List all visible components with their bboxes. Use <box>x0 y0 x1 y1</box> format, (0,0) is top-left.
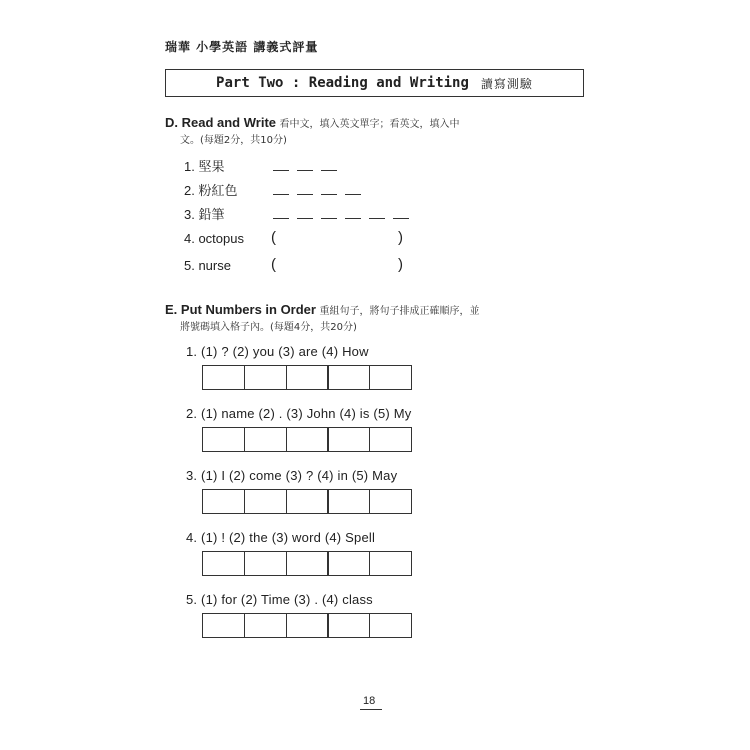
answer-box[interactable] <box>327 489 370 514</box>
letter-blank[interactable] <box>321 160 337 171</box>
section-d-item-2: 2. 粉紅色 <box>184 183 238 198</box>
answer-box[interactable] <box>369 551 412 576</box>
answer-box[interactable] <box>327 551 370 576</box>
answer-box[interactable] <box>286 613 329 638</box>
answer-box[interactable] <box>244 427 287 452</box>
letter-blank[interactable] <box>393 208 409 219</box>
answer-box[interactable] <box>327 427 370 452</box>
answer-box[interactable] <box>286 427 329 452</box>
answer-boxes-4[interactable] <box>202 551 411 576</box>
letter-blank[interactable] <box>345 184 361 195</box>
answer-boxes-1[interactable] <box>202 365 411 390</box>
part-title-cn: 讀寫測驗 <box>480 76 533 91</box>
answer-box[interactable] <box>286 365 329 390</box>
part-title-box <box>165 69 584 97</box>
letter-blank[interactable] <box>369 208 385 219</box>
answer-open-paren-4: ( <box>271 229 276 246</box>
answer-box[interactable] <box>369 427 412 452</box>
answer-box[interactable] <box>244 613 287 638</box>
answer-box[interactable] <box>244 365 287 390</box>
letter-blank[interactable] <box>297 184 313 195</box>
section-d-item-1: 1. 堅果 <box>184 159 225 174</box>
question-4: 4. (1) ! (2) the (3) word (4) Spell <box>186 530 376 545</box>
question-3: 3. (1) I (2) come (3) ? (4) in (5) May <box>186 468 398 483</box>
answer-box[interactable] <box>286 489 329 514</box>
answer-box[interactable] <box>369 489 412 514</box>
answer-open-paren-5: ( <box>271 256 276 273</box>
letter-blank[interactable] <box>273 208 289 219</box>
answer-boxes-2[interactable] <box>202 427 411 452</box>
answer-box[interactable] <box>202 613 245 638</box>
section-d-item-5: 5. nurse <box>184 258 231 273</box>
section-e-title: E. Put Numbers in Order <box>165 302 316 317</box>
section-e-instruction-2: 將號碼填入格子內。(每題4分，共20分) <box>180 322 357 333</box>
section-d-instruction-2: 文。(每題2分，共10分) <box>180 135 287 146</box>
answer-close-paren-4: ) <box>398 229 403 246</box>
section-d-title: D. Read and Write <box>165 115 277 130</box>
answer-boxes-5[interactable] <box>202 613 411 638</box>
answer-blanks-2[interactable] <box>273 184 361 195</box>
letter-blank[interactable] <box>273 184 289 195</box>
section-d-instruction-1: 看中文，填入英文單字；看英文，填入中 <box>279 119 460 130</box>
answer-blanks-1[interactable] <box>273 160 337 171</box>
letter-blank[interactable] <box>273 160 289 171</box>
section-d-item-4: 4. octopus <box>184 231 244 246</box>
question-5: 5. (1) for (2) Time (3) . (4) class <box>186 592 373 607</box>
page-number: 18 <box>363 695 376 707</box>
answer-box[interactable] <box>286 551 329 576</box>
letter-blank[interactable] <box>345 208 361 219</box>
letter-blank[interactable] <box>321 208 337 219</box>
page-number-underline <box>360 709 382 710</box>
answer-close-paren-5: ) <box>398 256 403 273</box>
answer-box[interactable] <box>327 613 370 638</box>
section-d-header <box>165 115 585 149</box>
answer-box[interactable] <box>244 489 287 514</box>
section-e-header <box>165 302 585 336</box>
section-d-item-3: 3. 鉛筆 <box>184 207 225 222</box>
answer-boxes-3[interactable] <box>202 489 411 514</box>
section-e-instruction-1: 重組句子，將句子排成正確順序，並 <box>319 306 480 317</box>
answer-box[interactable] <box>202 489 245 514</box>
answer-box[interactable] <box>202 365 245 390</box>
answer-blanks-3[interactable] <box>273 208 409 219</box>
question-1: 1. (1) ? (2) you (3) are (4) How <box>186 344 369 359</box>
answer-box[interactable] <box>369 613 412 638</box>
book-header: 瑞華 小學英語 講義式評量 <box>165 40 319 54</box>
answer-box[interactable] <box>202 427 245 452</box>
answer-box[interactable] <box>369 365 412 390</box>
letter-blank[interactable] <box>297 160 313 171</box>
letter-blank[interactable] <box>297 208 313 219</box>
answer-box[interactable] <box>202 551 245 576</box>
answer-box[interactable] <box>244 551 287 576</box>
letter-blank[interactable] <box>321 184 337 195</box>
question-2: 2. (1) name (2) . (3) John (4) is (5) My <box>186 406 412 421</box>
answer-box[interactable] <box>327 365 370 390</box>
part-title: Part Two : Reading and Writing <box>216 75 469 91</box>
